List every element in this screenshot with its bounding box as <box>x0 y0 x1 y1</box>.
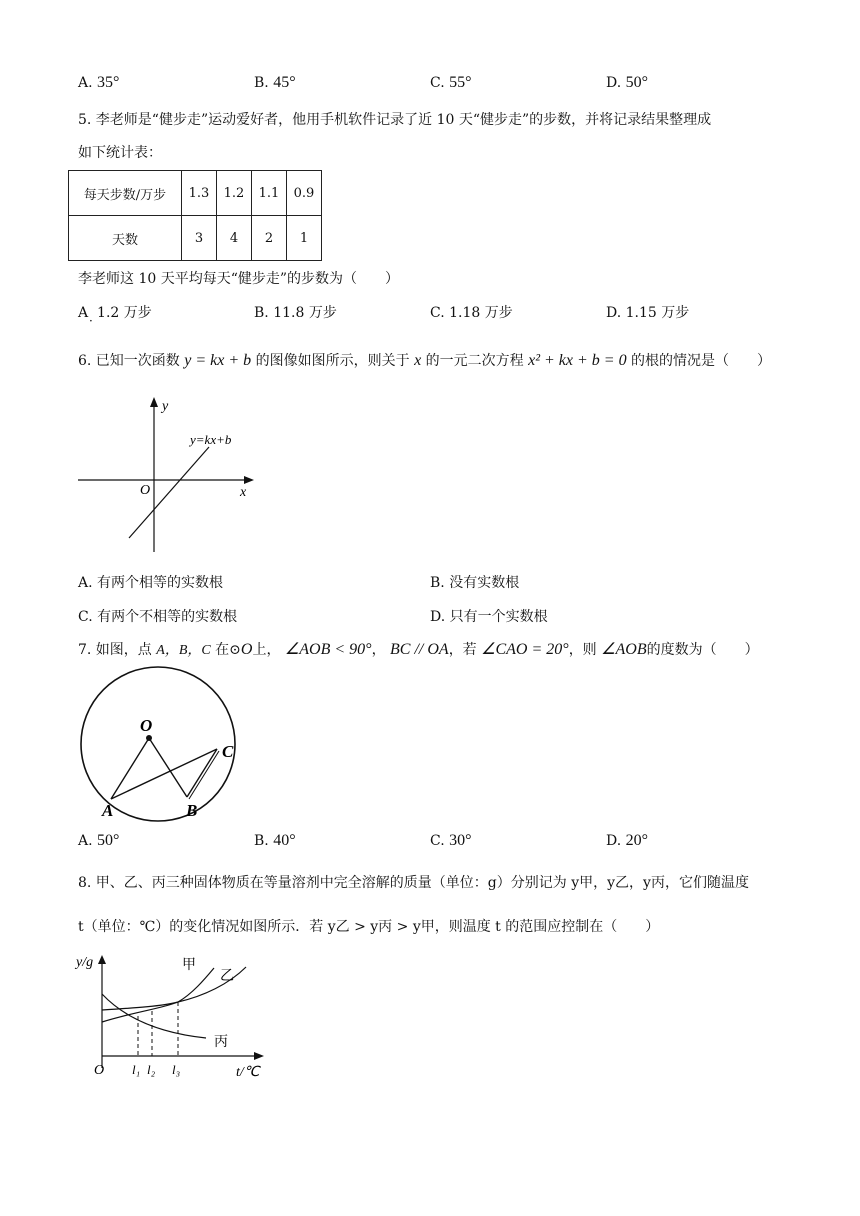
y-axis-label: y/g <box>76 955 94 970</box>
y-axis-arrow <box>98 955 106 964</box>
origin-label: O <box>94 1063 105 1078</box>
q6-function: y = kx + b <box>184 352 252 369</box>
x-axis-label: x <box>240 485 247 500</box>
q5-option-b: B. 11.8 万步 <box>254 305 337 321</box>
q5-stat-table <box>68 170 322 261</box>
table-cell: 1.2 <box>217 171 252 216</box>
q4-option-b: B. 45° <box>254 74 296 91</box>
y-axis-label: y <box>162 399 169 414</box>
q5-stem-line1: 5. 李老师是“健步走”运动爱好者，他用手机软件记录了近 10 天“健步走”的步数，并将记录结果整理成 <box>78 112 712 128</box>
q4-option-c: C. 55° <box>430 74 472 91</box>
x-axis-arrow <box>254 1052 264 1060</box>
dot-mark: · <box>89 314 93 328</box>
q5-stem-line2: 如下统计表： <box>78 145 162 161</box>
curve-jia <box>102 968 214 1022</box>
table-cell: 0.9 <box>287 171 322 216</box>
q7-circle-figure <box>76 664 252 824</box>
q5-question: 李老师这 10 天平均每天“健步走”的步数为（ ） <box>78 271 400 287</box>
table-cell: 3 <box>182 216 217 261</box>
label-yi: 乙 <box>220 969 234 984</box>
q7-option-d: D. 20° <box>606 832 649 849</box>
q5-option-d: D. 1.15 万步 <box>606 305 690 321</box>
curve-bing <box>102 994 206 1038</box>
q7-option-a: A. 50° <box>78 832 120 849</box>
q8-stem-line1: 8. 甲、乙、丙三种固体物质在等量溶剂中完全溶解的质量（单位：g）分别记为 y甲，y乙，y丙，它们随温度 <box>78 875 749 891</box>
chord-bc-edge <box>189 751 219 799</box>
label-a: A <box>102 801 114 820</box>
q6-option-c: C. 有两个不相等的实数根 <box>78 609 238 625</box>
table-cell: 2 <box>252 216 287 261</box>
q4-option-a: A. 35° <box>78 74 120 91</box>
center-point <box>146 735 152 741</box>
table-cell: 1 <box>287 216 322 261</box>
q5-option-c: C. 1.18 万步 <box>430 305 513 321</box>
circle-o <box>81 667 235 821</box>
table-cell: 4 <box>217 216 252 261</box>
q7-stem: 7. 如图，点 A，B，C 在⊙O上， ∠AOB < 90°， BC // OA，若 ∠CAO = 20°，则 ∠AOB的度数为（ ） <box>78 641 759 658</box>
q7-option-c: C. 30° <box>430 832 472 849</box>
q6-equation: x² + kx + b = 0 <box>528 352 627 369</box>
x-axis-arrow <box>244 476 254 484</box>
q8-stem-line2: t（单位：℃）的变化情况如图所示．若 y乙 > y丙 > y甲，则温度 t 的范围应控制在（ ） <box>78 919 660 935</box>
label-c: C <box>222 742 234 761</box>
q4-option-d: D. 50° <box>606 74 649 91</box>
q6-option-d: D. 只有一个实数根 <box>430 609 548 625</box>
table-row-header: 每天步数/万步 <box>69 171 182 216</box>
line-label: y=kx+b <box>190 432 232 447</box>
q6-stem: 6. 已知一次函数 y = kx + b 的图像如图所示，则关于 x 的一元二次方程 x² + kx + b = 0 的根的情况是（ ） <box>78 352 772 369</box>
x-axis-label: t/℃ <box>236 1065 260 1080</box>
tick-l1: l₁ <box>132 1062 141 1077</box>
q6-linear-graph <box>74 392 274 558</box>
label-b: B <box>186 801 198 820</box>
q7-option-b: B. 40° <box>254 832 296 849</box>
tick-l3: l₃ <box>172 1062 181 1077</box>
table-row <box>69 171 322 216</box>
q5-option-a: A 1.2 万步 <box>78 305 152 321</box>
q6-option-b: B. 没有实数根 <box>430 575 520 591</box>
label-jia: 甲 <box>182 958 196 973</box>
origin-label: O <box>140 483 151 498</box>
y-axis-arrow <box>150 397 158 407</box>
table-row <box>69 216 322 261</box>
tick-l2: l₂ <box>147 1062 156 1077</box>
table-cell: 1.1 <box>252 171 287 216</box>
table-row-header: 天数 <box>69 216 182 261</box>
label-bing: 丙 <box>214 1035 228 1050</box>
label-o: O <box>140 716 153 735</box>
q8-solubility-graph <box>74 950 274 1082</box>
q6-option-a: A. 有两个相等的实数根 <box>78 575 224 591</box>
table-cell: 1.3 <box>182 171 217 216</box>
